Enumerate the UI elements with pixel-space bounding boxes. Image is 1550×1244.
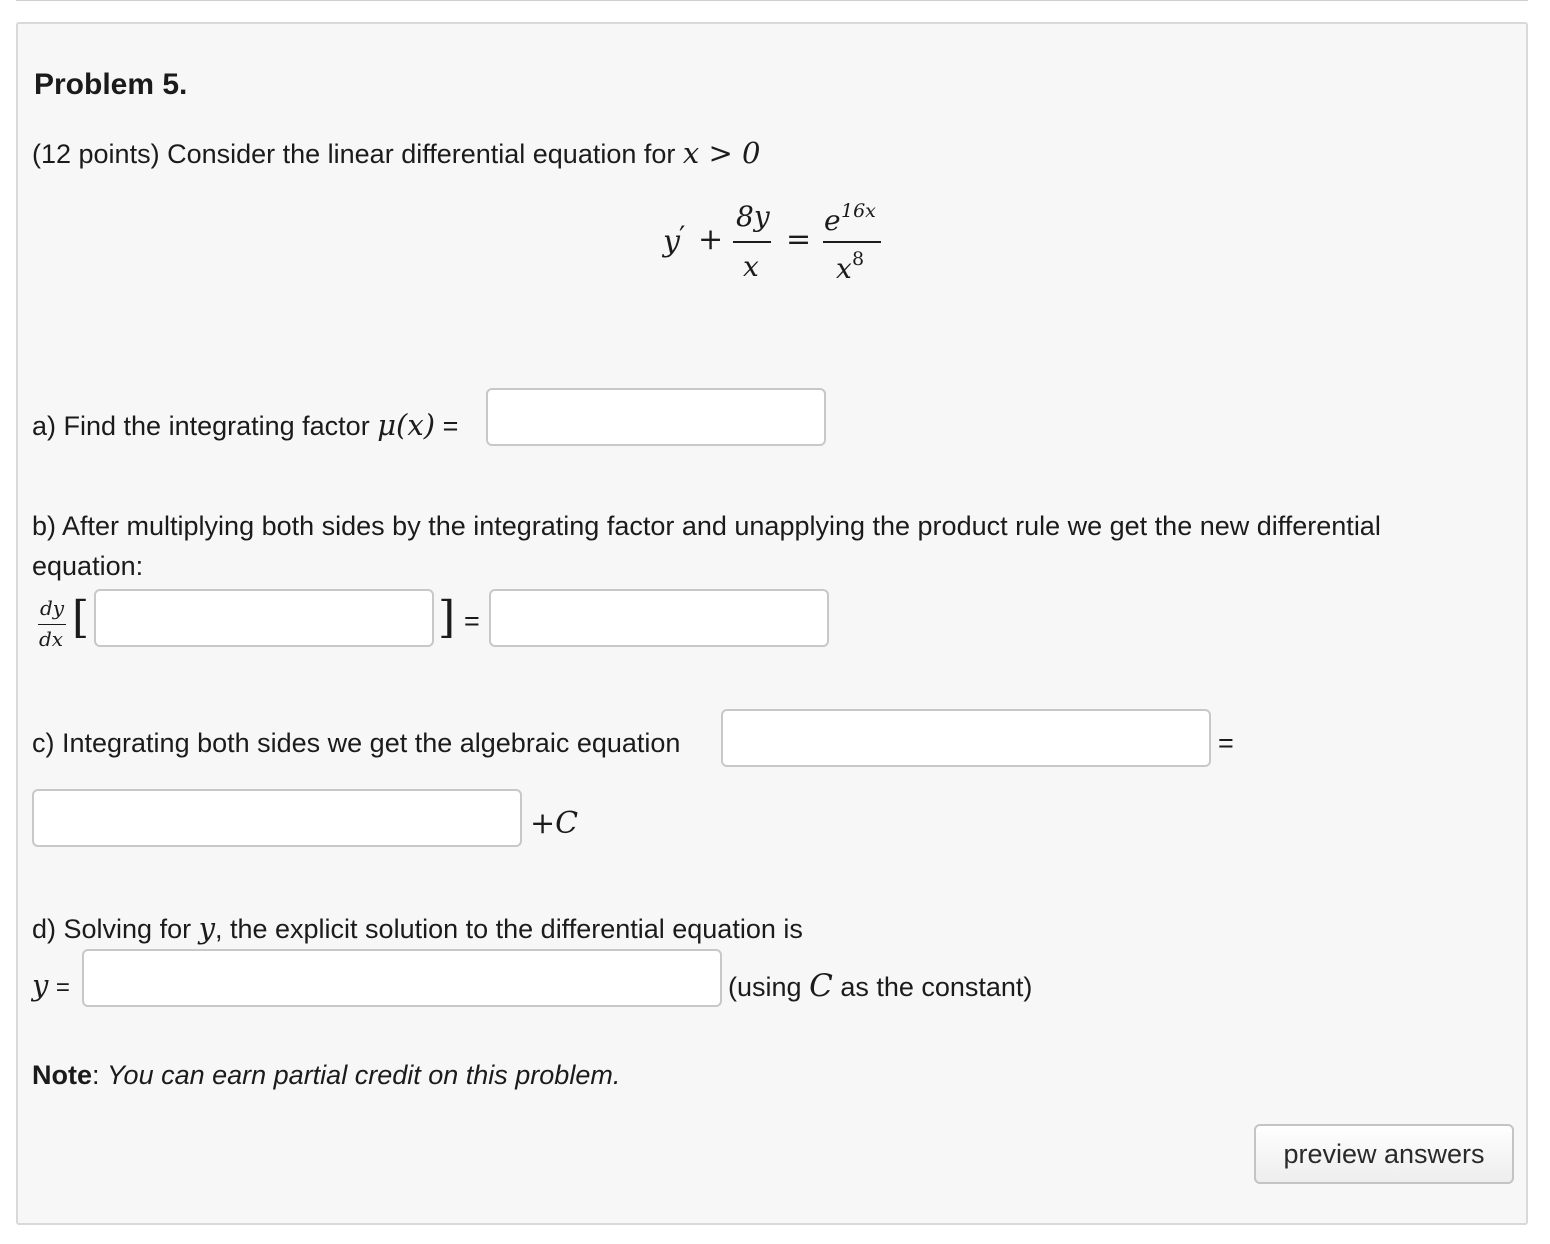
eq-frac2-numerator-exponent: 16x: [841, 200, 876, 222]
derivative-denominator: dx: [39, 627, 64, 651]
eq-plus: +: [698, 222, 724, 257]
problem-panel: [16, 22, 1528, 1225]
note-label: Note: [32, 1060, 92, 1090]
solution-y-label: [32, 968, 70, 1002]
left-bracket: [: [72, 592, 90, 643]
plus-constant: [530, 806, 578, 841]
solution-equals: =: [55, 974, 70, 1001]
intro-condition: x > 0: [682, 136, 761, 170]
integrating-factor-input[interactable]: [486, 388, 826, 446]
part-b-line2: equation:: [32, 551, 144, 581]
part-d-prefix: d) Solving for: [32, 914, 192, 944]
part-a-equals: =: [442, 411, 459, 441]
eq-prime: ′: [679, 220, 686, 253]
eq-frac1-bar: [733, 241, 771, 243]
eq-frac2-numerator-base: e: [824, 204, 841, 237]
note-colon: :: [92, 1060, 100, 1090]
derivative-bar: [38, 624, 66, 625]
derivative-numerator: dy: [40, 596, 65, 620]
part-a-mu: μ(x): [377, 408, 436, 442]
part-c-equals: =: [1218, 728, 1234, 758]
preview-answers-button[interactable]: preview answers: [1254, 1124, 1514, 1184]
part-d-var: y: [198, 911, 215, 945]
constant-note-suffix: as the constant): [840, 972, 1033, 1002]
part-c-label: c) Integrating both sides we get the algebraic equation: [32, 728, 681, 758]
eq-equals: =: [786, 222, 812, 257]
integral-lhs-input[interactable]: [721, 709, 1211, 767]
top-divider: [16, 0, 1528, 1]
part-a-label: [32, 408, 458, 442]
product-inner-input[interactable]: [94, 589, 434, 647]
intro-text: (12 points) Consider the linear differential equation for: [32, 139, 676, 169]
integral-rhs-input[interactable]: [32, 789, 522, 847]
solution-y: y: [32, 968, 49, 1002]
problem-intro: [32, 136, 760, 170]
eq-frac1-denominator: x: [743, 250, 759, 283]
constant-note-var: C: [809, 968, 833, 1004]
problem-title: Problem 5.: [34, 68, 188, 101]
note-text: You can earn partial credit on this problem.: [107, 1060, 621, 1090]
partial-credit-note: [32, 1060, 620, 1091]
part-d-suffix: , the explicit solution to the differential equation is: [214, 914, 803, 944]
plus-constant-text: +C: [530, 806, 579, 841]
eq-frac2-denominator-exponent: 8: [852, 248, 865, 270]
product-rhs-input[interactable]: [489, 589, 829, 647]
part-a-text: a) Find the integrating factor: [32, 411, 370, 441]
eq-frac1-numerator: 8y: [736, 200, 770, 233]
constant-note: [728, 968, 1032, 1004]
right-bracket: ]: [438, 592, 456, 643]
constant-note-prefix: (using: [728, 972, 802, 1002]
part-b-equals: =: [464, 606, 480, 636]
explicit-solution-input[interactable]: [82, 949, 722, 1007]
eq-frac2-bar: [823, 241, 881, 243]
part-d-label: [32, 911, 803, 945]
part-b-line1: b) After multiplying both sides by the integrating factor and unapplying the product rule we get the new differential: [32, 511, 1381, 541]
eq-frac2-denominator-base: x: [836, 252, 852, 285]
eq-y: y: [663, 224, 680, 259]
